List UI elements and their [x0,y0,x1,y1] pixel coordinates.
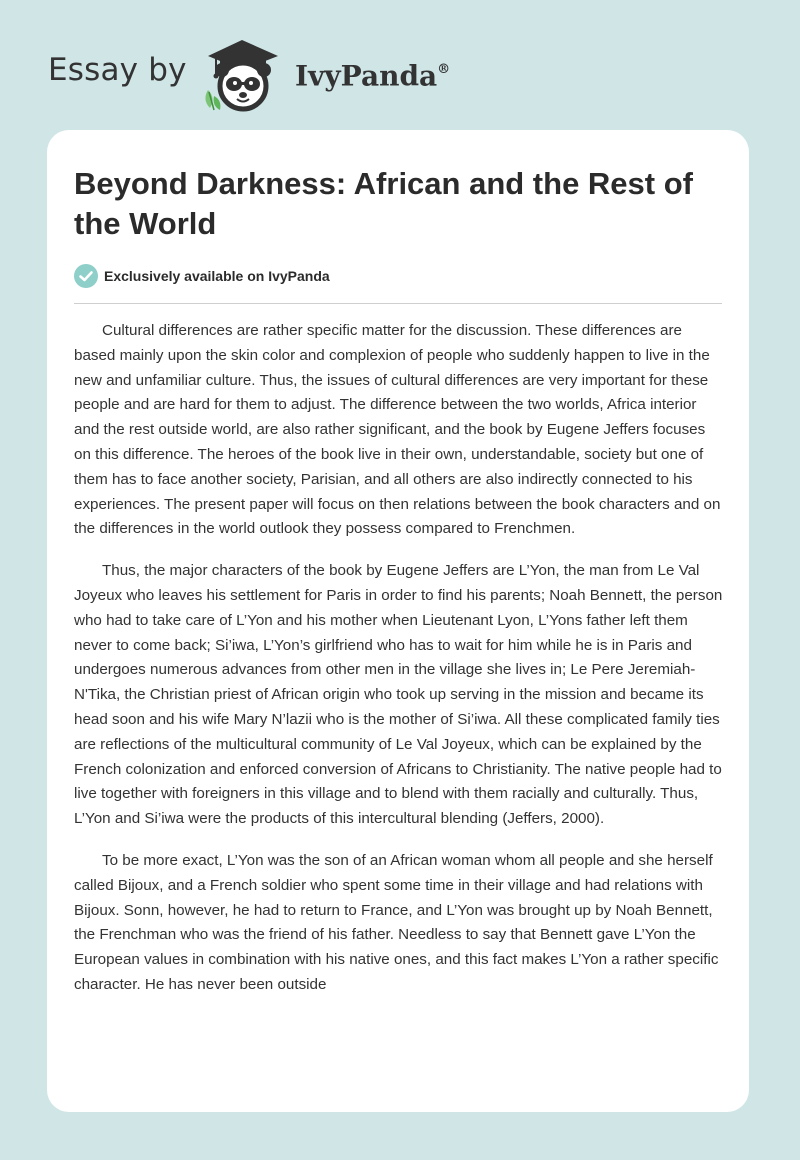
brand-name-text: IvyPanda [295,59,438,93]
essay-paragraph: Thus, the major characters of the book by Eugene Jeffers are L’Yon, the man from Le Val Joyeux who leaves his settlement for Paris in order to find his parents; Noah Bennett, the person who had to take care of L’Yon and his mother when Lieutenant Lyon, L’Yons father left them never to come back; Si’iwa, L’Yon’s girlfriend who has to wait for him while he is in Paris and undergoes numerous advances from other men in the village she lives in; Le Pere Jeremiah-N'Tika, the Christian priest of African origin who took up serving in the mission and became its head soon and his wife Mary N’lazii who is the mother of Si’iwa. All these complicated family ties are reflections of the multicultural community of Le Val Joyeux, which can be explained by the French colonization and enforced conversion of Africans to Christianity. The native people had to live together with foreigners in this village and to blend with them racially and culturally. Thus, L’Yon and Si’iwa were the products of this intercultural blending (Jeffers, 2000). [74,562,723,828]
panda-graduate-logo-icon[interactable] [200,36,290,112]
registered-mark: ® [437,62,451,77]
essay-card [47,130,749,1112]
essay-paragraph: Cultural differences are rather specific matter for the discussion. These differences are based mainly upon the skin color and complexion of people who suddenly happen to live in the new and unfamiliar culture. Thus, the issues of cultural differences are very important for these people and are hard for them to adjust. The difference between the two worlds, Africa interior and the rest outside world, are also rather significant, and the book by Eugene Jeffers focuses on this difference. The heroes of the book live in their own, understandable, society but one of them has to face another society, Parisian, and all others are also indirectly connected to his experiences. The present paper will focus on then relations between the book characters and on the differences in the world outlook they possess compared to Frenchmen. [74,322,721,538]
title-divider [74,303,722,304]
essay-body [74,319,726,1015]
site-header [0,0,800,130]
essay-title: Beyond Darkness: African and the Rest of the World [74,166,693,241]
essay-paragraph: To be more exact, L’Yon was the son of an African woman whom all people and she herself called Bijoux, and a French soldier who spent some time in their village and had relations with Bijoux. Sonn, however, he had to return to France, and L’Yon was brought up by Noah Bennett, the Frenchman who was the friend of his father. Needless to say that Bennett gave L’Yon the European values in combination with his native ones, and this fact makes L’Yon a rather specific character. He has never been outside [74,851,719,993]
exclusive-badge [74,263,330,289]
essay-by-label: Essay by [48,52,187,88]
exclusive-badge-text: Exclusively available on IvyPanda [104,268,330,284]
ivypanda-brand[interactable] [295,54,450,94]
check-circle-icon [74,264,98,288]
